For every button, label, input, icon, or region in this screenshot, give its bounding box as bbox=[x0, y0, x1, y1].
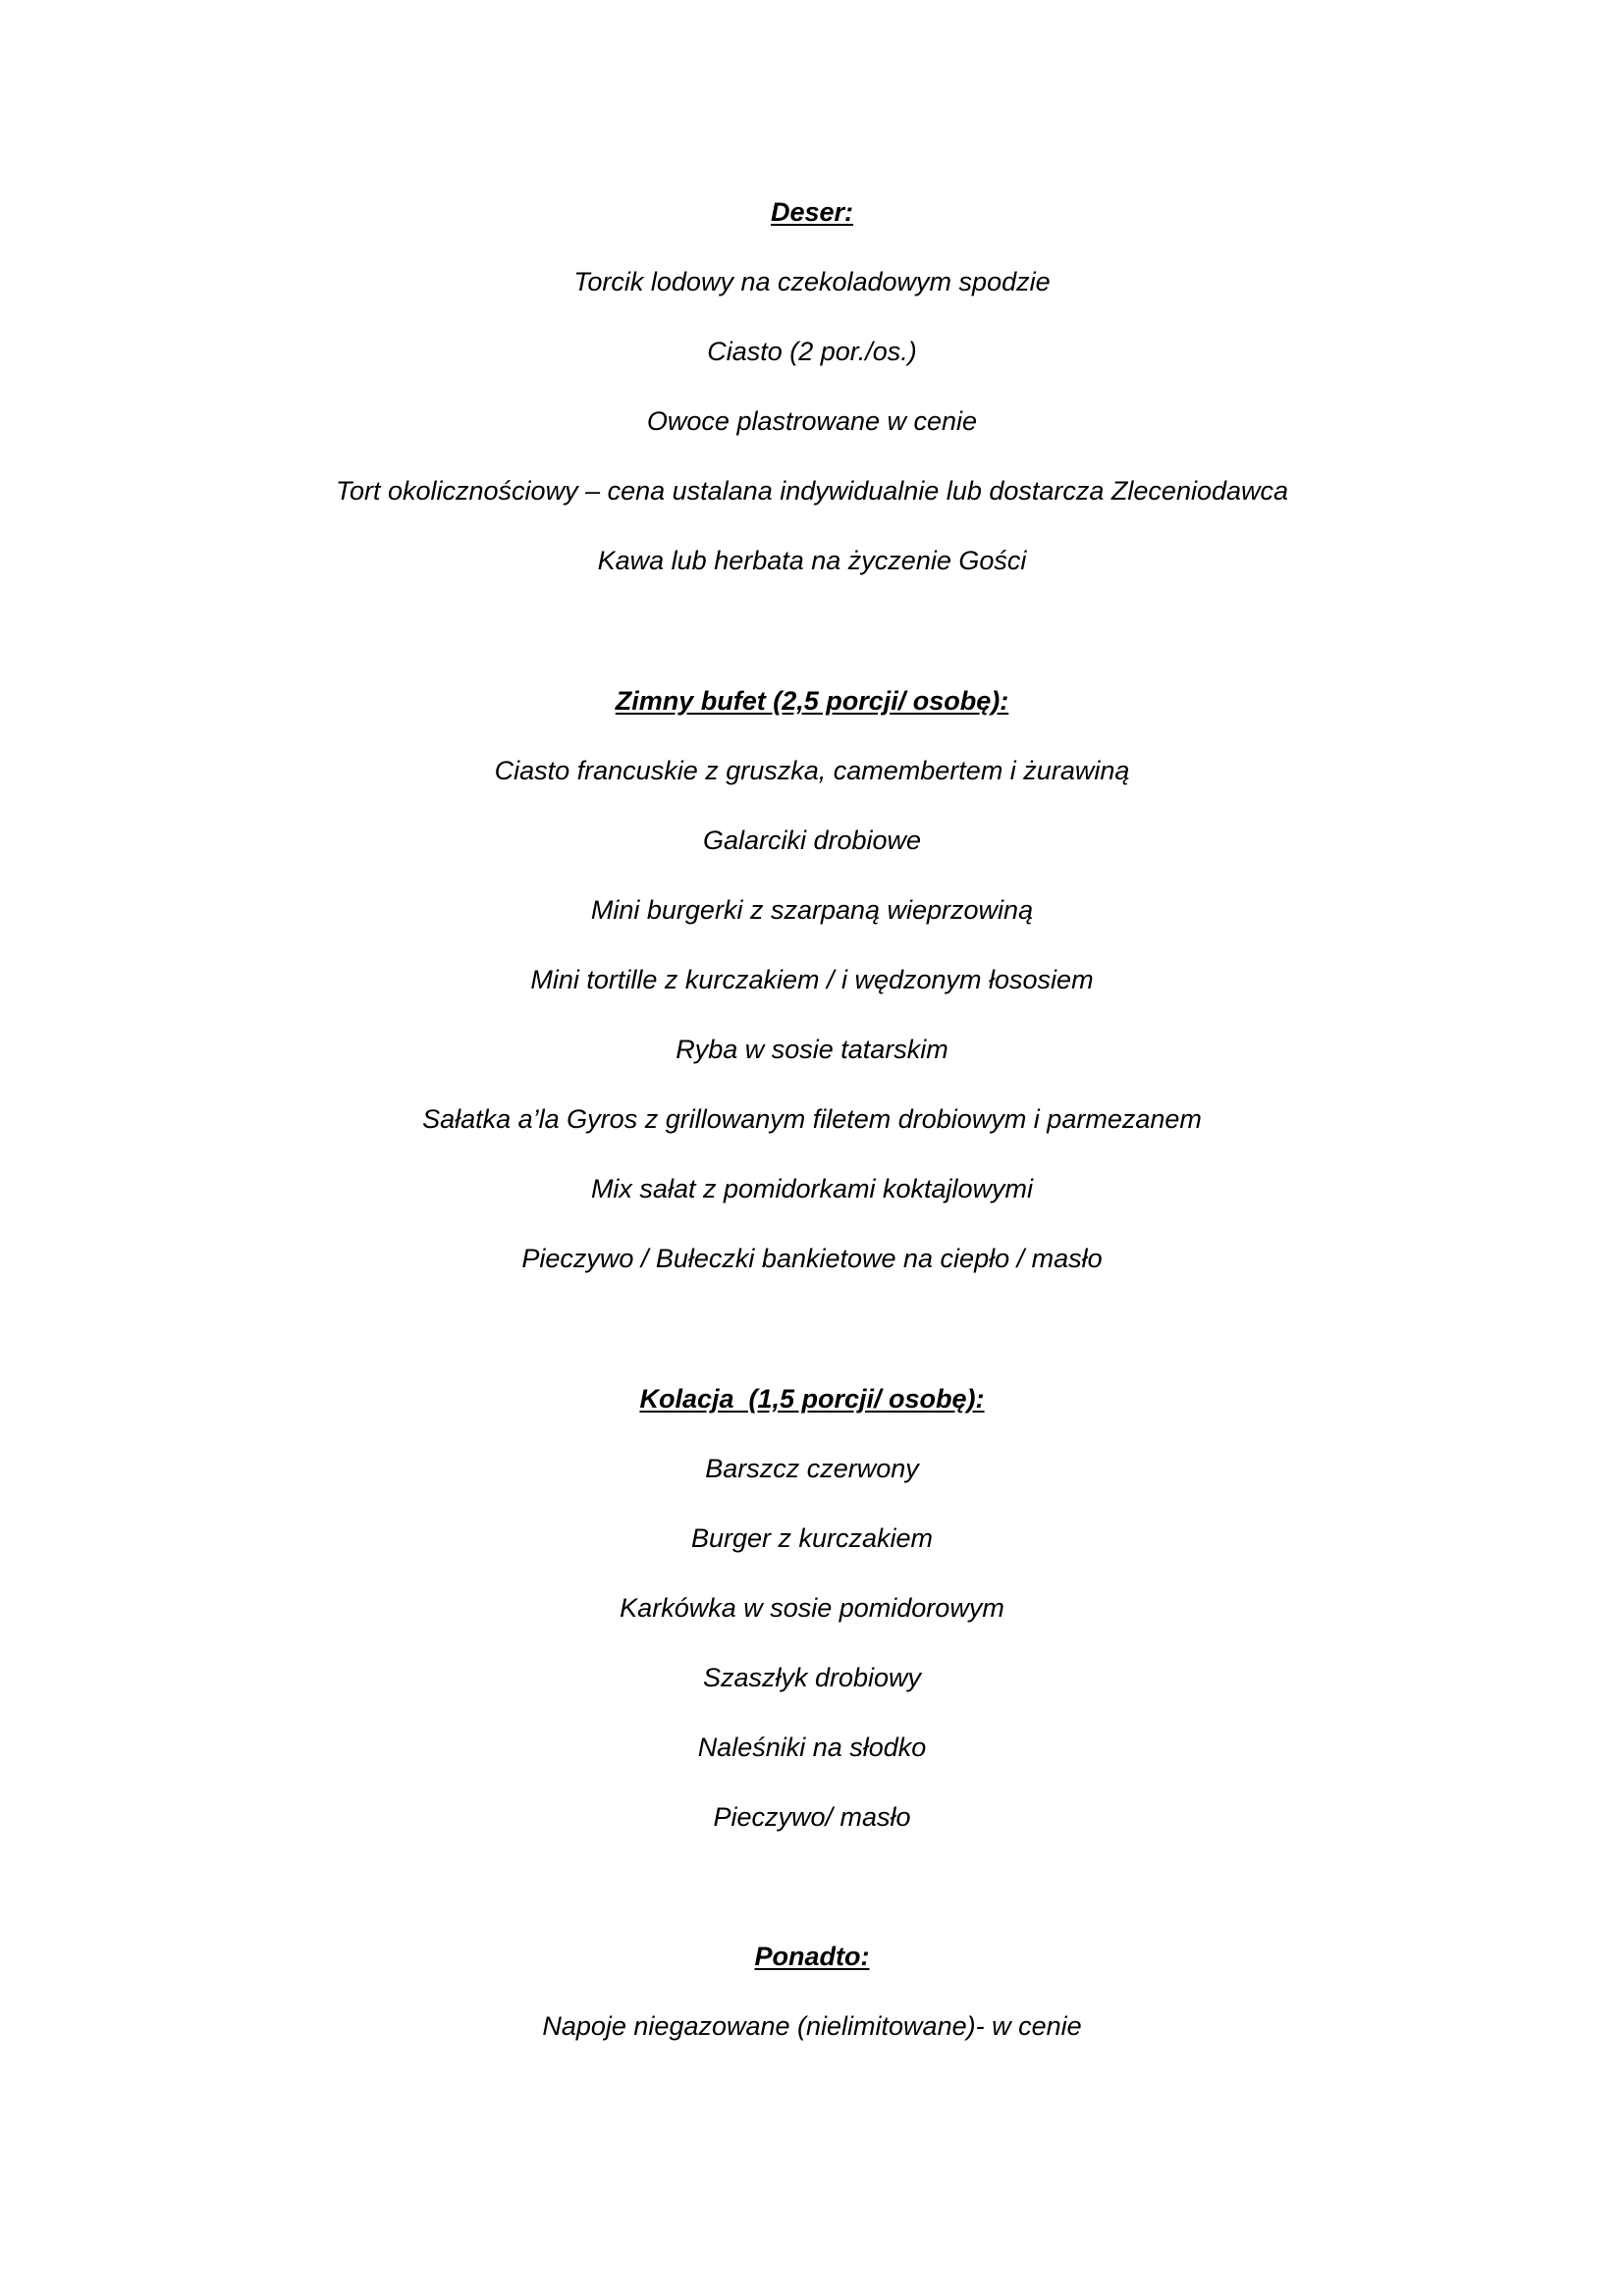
menu-item: Ciasto (2 por./os.) bbox=[707, 337, 917, 366]
menu-item: Mini tortille z kurczakiem / i wędzonym łososiem bbox=[530, 965, 1094, 994]
menu-item: Torcik lodowy na czekoladowym spodzie bbox=[573, 267, 1051, 296]
menu-item: Pieczywo/ masło bbox=[713, 1802, 911, 1832]
section-heading-deser: Deser: bbox=[770, 197, 854, 227]
menu-item: Napoje niegazowane (nielimitowane)- w cenie bbox=[542, 2011, 1082, 2041]
menu-item: Ciasto francuskie z gruszka, camembertem i żurawiną bbox=[494, 756, 1130, 785]
menu-item: Szaszłyk drobiowy bbox=[702, 1663, 922, 1692]
menu-item: Mini burgerki z szarpaną wieprzowiną bbox=[590, 895, 1034, 925]
section-heading-ponadto: Ponadto: bbox=[754, 1942, 870, 1971]
menu-item: Burger z kurczakiem bbox=[690, 1523, 934, 1553]
menu-item: Sałatka a’la Gyros z grillowanym filetem drobiowym i parmezanem bbox=[422, 1104, 1202, 1134]
menu-item: Naleśniki na słodko bbox=[697, 1733, 927, 1762]
menu-item: Tort okolicznościowy – cena ustalana indywidualnie lub dostarcza Zleceniodawca bbox=[335, 476, 1289, 506]
section-heading-kolacja: Kolacja (1,5 porcji/ osobę): bbox=[639, 1384, 985, 1414]
section-heading-zimny-bufet: Zimny bufet (2,5 porcji/ osobę): bbox=[615, 686, 1009, 716]
menu-item: Mix sałat z pomidorkami koktajlowymi bbox=[590, 1174, 1034, 1203]
menu-item: Barszcz czerwony bbox=[705, 1454, 919, 1483]
menu-item: Pieczywo / Bułeczki bankietowe na ciepło / masło bbox=[521, 1244, 1103, 1273]
menu-item: Ryba w sosie tatarskim bbox=[676, 1035, 948, 1064]
menu-item: Owoce plastrowane w cenie bbox=[646, 406, 978, 436]
menu-item: Kawa lub herbata na życzenie Gości bbox=[597, 546, 1027, 575]
menu-item: Galarciki drobiowe bbox=[702, 826, 922, 855]
menu-item: Karkówka w sosie pomidorowym bbox=[620, 1593, 1004, 1623]
